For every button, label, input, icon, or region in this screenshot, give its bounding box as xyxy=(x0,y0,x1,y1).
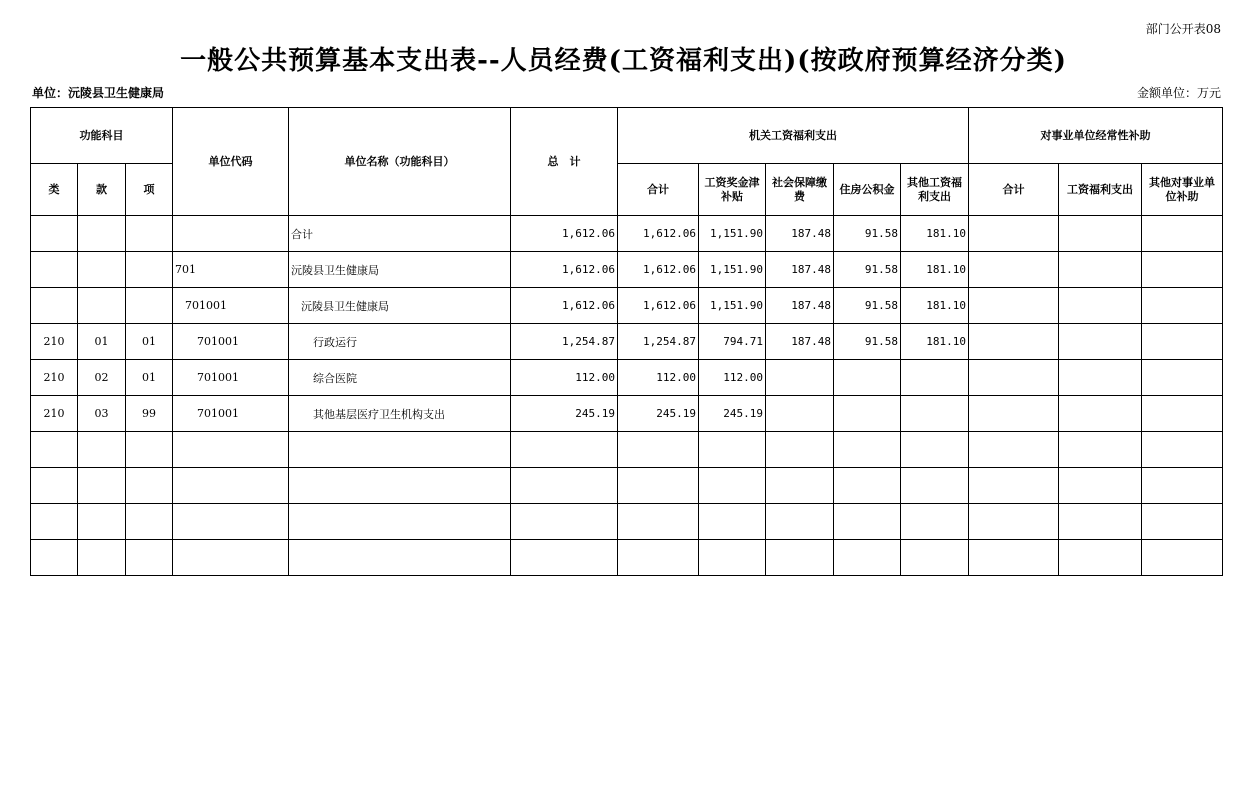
cell-kuan xyxy=(78,288,126,324)
cell-org-wage: 1,151.90 xyxy=(699,216,766,252)
cell-xiang xyxy=(126,504,173,540)
cell-org-sum: 112.00 xyxy=(618,360,699,396)
cell-inst-other xyxy=(1142,360,1223,396)
cell-inst-wage xyxy=(1059,216,1142,252)
cell-kuan: 01 xyxy=(78,324,126,360)
cell-inst-wage xyxy=(1059,360,1142,396)
cell-total xyxy=(511,540,618,576)
cell-org-social xyxy=(766,396,834,432)
cell-inst-wage xyxy=(1059,324,1142,360)
cell-lei xyxy=(31,540,78,576)
cell-inst-sum xyxy=(969,468,1059,504)
cell-org-social: 187.48 xyxy=(766,216,834,252)
cell-unit-code: 701001 xyxy=(173,324,289,360)
table-row xyxy=(31,288,1223,324)
cell-org-other: 181.10 xyxy=(901,252,969,288)
cell-unit-code xyxy=(173,540,289,576)
cell-org-social xyxy=(766,360,834,396)
cell-inst-other xyxy=(1142,324,1223,360)
cell-inst-other xyxy=(1142,252,1223,288)
header-org-other: 其他工资福利支出 xyxy=(901,164,969,216)
cell-org-other: 181.10 xyxy=(901,216,969,252)
cell-unit-name xyxy=(289,540,511,576)
cell-total: 1,612.06 xyxy=(511,288,618,324)
cell-inst-sum xyxy=(969,288,1059,324)
cell-lei: 210 xyxy=(31,324,78,360)
cell-unit-code: 701001 xyxy=(173,288,289,324)
table-row xyxy=(31,432,1223,468)
cell-org-housing xyxy=(834,396,901,432)
cell-org-social: 187.48 xyxy=(766,324,834,360)
cell-org-sum: 1,612.06 xyxy=(618,252,699,288)
cell-total: 1,612.06 xyxy=(511,216,618,252)
cell-total: 112.00 xyxy=(511,360,618,396)
cell-xiang xyxy=(126,432,173,468)
cell-inst-other xyxy=(1142,540,1223,576)
cell-inst-sum xyxy=(969,432,1059,468)
cell-org-housing: 91.58 xyxy=(834,252,901,288)
cell-org-social: 187.48 xyxy=(766,288,834,324)
cell-org-sum xyxy=(618,540,699,576)
cell-org-wage: 245.19 xyxy=(699,396,766,432)
cell-org-social xyxy=(766,540,834,576)
cell-unit-code: 701 xyxy=(173,252,289,288)
cell-lei xyxy=(31,468,78,504)
header-org-social: 社会保障缴费 xyxy=(766,164,834,216)
cell-kuan: 02 xyxy=(78,360,126,396)
cell-kuan xyxy=(78,504,126,540)
table-row xyxy=(31,216,1223,252)
cell-org-other xyxy=(901,360,969,396)
cell-kuan xyxy=(78,468,126,504)
cell-inst-sum xyxy=(969,504,1059,540)
header-kuan: 款 xyxy=(78,164,126,216)
header-org-housing: 住房公积金 xyxy=(834,164,901,216)
header-unit-name: 单位名称（功能科目） xyxy=(289,108,511,216)
cell-unit-name xyxy=(289,432,511,468)
header-inst-group: 对事业单位经常性补助 xyxy=(969,108,1223,164)
cell-lei xyxy=(31,216,78,252)
header-func-subject: 功能科目 xyxy=(31,108,173,164)
header-lei: 类 xyxy=(31,164,78,216)
cell-xiang xyxy=(126,540,173,576)
cell-lei xyxy=(31,252,78,288)
cell-kuan: 03 xyxy=(78,396,126,432)
cell-org-wage: 794.71 xyxy=(699,324,766,360)
cell-inst-other xyxy=(1142,216,1223,252)
cell-unit-name: 综合医院 xyxy=(289,360,511,396)
form-number: 部门公开表08 xyxy=(1145,22,1221,36)
cell-inst-sum xyxy=(969,360,1059,396)
table-row xyxy=(31,360,1223,396)
cell-inst-sum xyxy=(969,540,1059,576)
cell-unit-name: 合计 xyxy=(289,216,511,252)
cell-unit-code xyxy=(173,504,289,540)
cell-inst-sum xyxy=(969,324,1059,360)
cell-org-wage: 112.00 xyxy=(699,360,766,396)
cell-org-housing xyxy=(834,468,901,504)
cell-org-housing xyxy=(834,360,901,396)
cell-org-other: 181.10 xyxy=(901,288,969,324)
table-row xyxy=(31,396,1223,432)
cell-org-other xyxy=(901,396,969,432)
cell-org-wage: 1,151.90 xyxy=(699,252,766,288)
cell-lei: 210 xyxy=(31,360,78,396)
table-row xyxy=(31,540,1223,576)
cell-total: 1,612.06 xyxy=(511,252,618,288)
cell-xiang xyxy=(126,288,173,324)
cell-kuan xyxy=(78,252,126,288)
unit-label: 单位：沅陵县卫生健康局 xyxy=(32,86,165,100)
cell-inst-wage xyxy=(1059,504,1142,540)
cell-xiang xyxy=(126,468,173,504)
cell-lei xyxy=(31,432,78,468)
cell-org-other: 181.10 xyxy=(901,324,969,360)
cell-unit-code: 701001 xyxy=(173,396,289,432)
header-xiang: 项 xyxy=(126,164,173,216)
cell-total xyxy=(511,432,618,468)
cell-org-wage xyxy=(699,468,766,504)
cell-inst-wage xyxy=(1059,396,1142,432)
table-row xyxy=(31,468,1223,504)
cell-inst-wage xyxy=(1059,540,1142,576)
cell-inst-sum xyxy=(969,216,1059,252)
cell-inst-wage xyxy=(1059,468,1142,504)
cell-xiang: 01 xyxy=(126,324,173,360)
cell-kuan xyxy=(78,432,126,468)
header-total: 总 计 xyxy=(511,108,618,216)
cell-org-housing: 91.58 xyxy=(834,288,901,324)
header-inst-other: 其他对事业单位补助 xyxy=(1142,164,1223,216)
cell-org-housing: 91.58 xyxy=(834,324,901,360)
header-unit-code: 单位代码 xyxy=(173,108,289,216)
header-org-group: 机关工资福利支出 xyxy=(618,108,969,164)
cell-org-social xyxy=(766,432,834,468)
cell-org-wage xyxy=(699,504,766,540)
cell-org-social xyxy=(766,504,834,540)
cell-org-other xyxy=(901,432,969,468)
cell-org-housing xyxy=(834,432,901,468)
cell-total xyxy=(511,504,618,540)
cell-unit-name xyxy=(289,468,511,504)
cell-inst-other xyxy=(1142,468,1223,504)
cell-lei xyxy=(31,504,78,540)
table-row xyxy=(31,324,1223,360)
cell-org-sum: 245.19 xyxy=(618,396,699,432)
cell-total xyxy=(511,468,618,504)
cell-org-other xyxy=(901,468,969,504)
cell-org-wage xyxy=(699,540,766,576)
header-org-sum: 合计 xyxy=(618,164,699,216)
expense-table xyxy=(30,107,1223,576)
cell-org-sum xyxy=(618,432,699,468)
cell-unit-name: 沅陵县卫生健康局 xyxy=(289,252,511,288)
cell-unit-code: 701001 xyxy=(173,360,289,396)
cell-unit-code xyxy=(173,216,289,252)
cell-total: 1,254.87 xyxy=(511,324,618,360)
cell-total: 245.19 xyxy=(511,396,618,432)
table-row xyxy=(31,504,1223,540)
header-inst-wage: 工资福利支出 xyxy=(1059,164,1142,216)
cell-xiang: 01 xyxy=(126,360,173,396)
cell-org-housing xyxy=(834,540,901,576)
cell-org-sum: 1,612.06 xyxy=(618,216,699,252)
cell-org-social: 187.48 xyxy=(766,252,834,288)
page-title: 一般公共预算基本支出表--人员经费(工资福利支出)(按政府预算经济分类) xyxy=(180,46,1067,76)
cell-kuan xyxy=(78,216,126,252)
cell-org-wage: 1,151.90 xyxy=(699,288,766,324)
header-inst-sum: 合计 xyxy=(969,164,1059,216)
cell-unit-name: 行政运行 xyxy=(289,324,511,360)
cell-org-housing: 91.58 xyxy=(834,216,901,252)
cell-inst-sum xyxy=(969,396,1059,432)
cell-inst-other xyxy=(1142,504,1223,540)
cell-xiang xyxy=(126,216,173,252)
cell-inst-other xyxy=(1142,432,1223,468)
amount-unit: 金额单位：万元 xyxy=(1136,86,1221,100)
cell-inst-wage xyxy=(1059,288,1142,324)
cell-inst-sum xyxy=(969,252,1059,288)
cell-unit-code xyxy=(173,468,289,504)
cell-org-sum xyxy=(618,468,699,504)
cell-inst-wage xyxy=(1059,252,1142,288)
cell-unit-name: 其他基层医疗卫生机构支出 xyxy=(289,396,511,432)
cell-inst-other xyxy=(1142,396,1223,432)
cell-xiang: 99 xyxy=(126,396,173,432)
cell-xiang xyxy=(126,252,173,288)
cell-org-sum xyxy=(618,504,699,540)
cell-lei xyxy=(31,288,78,324)
table-row xyxy=(31,252,1223,288)
cell-org-wage xyxy=(699,432,766,468)
table-body xyxy=(31,216,1223,576)
cell-org-social xyxy=(766,468,834,504)
cell-org-other xyxy=(901,540,969,576)
cell-inst-wage xyxy=(1059,432,1142,468)
cell-inst-other xyxy=(1142,288,1223,324)
cell-unit-name xyxy=(289,504,511,540)
cell-unit-name: 沅陵县卫生健康局 xyxy=(289,288,511,324)
cell-lei: 210 xyxy=(31,396,78,432)
cell-kuan xyxy=(78,540,126,576)
header-org-wage: 工资奖金津补贴 xyxy=(699,164,766,216)
cell-org-sum: 1,612.06 xyxy=(618,288,699,324)
cell-org-sum: 1,254.87 xyxy=(618,324,699,360)
cell-org-housing xyxy=(834,504,901,540)
cell-unit-code xyxy=(173,432,289,468)
cell-org-other xyxy=(901,504,969,540)
